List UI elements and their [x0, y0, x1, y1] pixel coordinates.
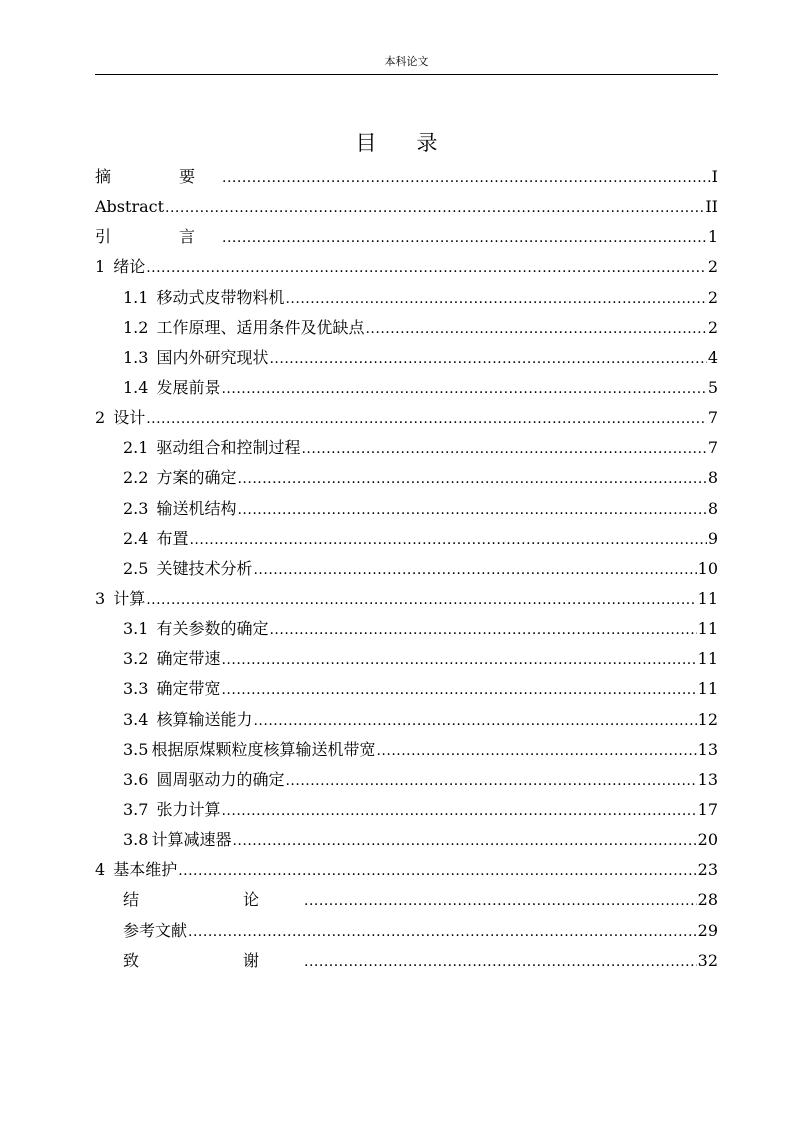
toc-entry-title [123, 795, 220, 825]
toc-title-char-1: 目 [355, 131, 377, 155]
page-header-text: 本科论文 [384, 55, 429, 68]
toc-entry-title [123, 373, 220, 403]
toc-entry-page: 17 [697, 799, 718, 819]
toc-entry-title [95, 222, 221, 252]
toc-leader-dots [269, 615, 696, 645]
toc-entry-number: 1.2 [123, 317, 149, 337]
toc-entry-page: 11 [697, 679, 718, 699]
toc-entry-label: 国内外研究现状 [156, 347, 269, 367]
toc-entry-page: 11 [697, 649, 718, 669]
toc-entry-page: 11 [697, 588, 718, 608]
toc-entry-number: 2.1 [123, 438, 149, 458]
toc-entry-number: 1.1 [123, 287, 149, 307]
toc-entry-number: 3.1 [123, 619, 149, 639]
toc-entry-title [123, 554, 252, 584]
toc-entry-label: 引 言 [95, 227, 222, 247]
toc-leader-dots [232, 826, 696, 856]
toc-entry-number: 3.4 [123, 709, 149, 729]
toc-entry-number: 3.8 [123, 830, 149, 850]
toc-entry[interactable] [95, 252, 718, 282]
toc-entry[interactable] [95, 885, 718, 915]
toc-entry[interactable] [95, 795, 718, 825]
toc-entry-number: 2 [95, 408, 106, 428]
table-of-contents [95, 162, 718, 976]
toc-entry-page: 13 [697, 739, 718, 759]
toc-entry-title [95, 162, 221, 192]
toc-entry-label: 方案的确定 [156, 468, 237, 488]
toc-entry-number: 1 [95, 257, 106, 277]
toc-entry-title [123, 885, 303, 915]
toc-leader-dots [221, 675, 696, 705]
toc-entry-number: 3.6 [123, 769, 149, 789]
toc-leader-dots [221, 796, 696, 826]
toc-entry-label: 确定带宽 [156, 679, 221, 699]
toc-leader-dots [222, 223, 707, 253]
toc-entry[interactable] [95, 433, 718, 463]
toc-entry[interactable] [95, 554, 718, 584]
toc-leader-dots [165, 193, 704, 223]
toc-entry-title [123, 283, 284, 313]
toc-entry-title [95, 584, 145, 614]
toc-leader-dots [376, 736, 696, 766]
toc-entry-page: 9 [707, 528, 718, 548]
toc-entry-label: 设计 [113, 408, 146, 428]
toc-leader-dots [221, 374, 706, 404]
toc-entry-label: 摘 要 [95, 167, 222, 186]
toc-entry[interactable] [95, 524, 718, 554]
toc-entry-label: 计算减速器 [151, 830, 232, 850]
toc-entry[interactable] [95, 222, 718, 252]
toc-entry-title [123, 494, 236, 524]
toc-entry-number: 1.4 [123, 377, 149, 397]
toc-leader-dots [189, 525, 706, 555]
toc-entry[interactable] [95, 343, 718, 373]
toc-entry[interactable] [95, 916, 718, 946]
toc-entry-number: 4 [95, 860, 106, 880]
toc-entry-page: 4 [707, 347, 718, 367]
toc-leader-dots [146, 253, 707, 283]
toc-entry-label: 根据原煤颗粒度核算输送机带宽 [151, 739, 376, 759]
toc-entry[interactable] [95, 403, 718, 433]
toc-leader-dots [237, 495, 706, 525]
toc-entry-page: 12 [697, 709, 718, 729]
toc-entry-title [95, 192, 164, 222]
toc-title [0, 128, 793, 158]
toc-leader-dots [146, 585, 696, 615]
toc-entry[interactable] [95, 192, 718, 222]
toc-entry[interactable] [95, 313, 718, 343]
toc-entry[interactable] [95, 162, 718, 192]
toc-entry-number: 2.3 [123, 498, 149, 518]
toc-entry-page: 8 [707, 468, 718, 488]
toc-entry[interactable] [95, 614, 718, 644]
toc-entry-title [123, 825, 231, 855]
toc-leader-dots [269, 344, 706, 374]
toc-entry[interactable] [95, 373, 718, 403]
toc-entry-page: 7 [707, 408, 718, 428]
toc-entry-page: 5 [707, 377, 718, 397]
toc-entry-number: 3.2 [123, 649, 149, 669]
toc-entry[interactable] [95, 494, 718, 524]
toc-leader-dots [285, 284, 706, 314]
toc-entry[interactable] [95, 463, 718, 493]
toc-entry-label: 移动式皮带物料机 [156, 287, 285, 307]
toc-entry-title [123, 946, 303, 976]
toc-entry-label: 核算输送能力 [156, 709, 253, 729]
toc-entry-page: II [705, 197, 718, 217]
toc-entry-label: 基本维护 [113, 860, 178, 880]
toc-entry-label: 致 谢 [123, 950, 304, 970]
toc-entry-label: 输送机结构 [156, 498, 237, 518]
toc-leader-dots [253, 706, 696, 736]
toc-entry-label: 工作原理、适用条件及优缺点 [156, 317, 365, 337]
toc-entry-page: 2 [707, 257, 718, 277]
toc-entry[interactable] [95, 283, 718, 313]
toc-entry-number: 2.2 [123, 468, 149, 488]
toc-entry-page: 23 [697, 860, 718, 880]
toc-entry-label: 发展前景 [156, 377, 221, 397]
toc-leader-dots [304, 886, 697, 916]
toc-entry-title [123, 644, 220, 674]
toc-entry-page: 11 [697, 619, 718, 639]
toc-entry-label: 布置 [156, 528, 189, 548]
toc-entry-page: 10 [697, 558, 718, 578]
toc-entry-title [95, 403, 145, 433]
toc-entry[interactable] [95, 644, 718, 674]
toc-entry-page: 28 [697, 890, 718, 910]
toc-entry-title [123, 433, 300, 463]
toc-entry[interactable] [95, 674, 718, 704]
toc-leader-dots [301, 434, 706, 464]
toc-entry-label: 有关参数的确定 [156, 619, 269, 639]
toc-entry-page: 1 [707, 227, 718, 247]
toc-entry-page: 32 [697, 950, 718, 970]
toc-entry-page: 29 [697, 920, 718, 940]
toc-entry-number: 3.3 [123, 679, 149, 699]
toc-entry[interactable] [95, 735, 718, 765]
toc-entry-label: 计算 [113, 588, 146, 608]
toc-leader-dots [285, 766, 696, 796]
toc-entry-number: 1.3 [123, 347, 149, 367]
toc-entry[interactable] [95, 855, 718, 885]
toc-entry-number: 3.5 [123, 739, 149, 759]
page-header [95, 54, 718, 75]
toc-leader-dots [253, 555, 696, 585]
toc-entry-title [123, 614, 268, 644]
toc-entry[interactable] [95, 946, 718, 976]
toc-entry-title [123, 463, 236, 493]
toc-entry[interactable] [95, 765, 718, 795]
toc-entry-label: 驱动组合和控制过程 [156, 438, 301, 458]
toc-entry-label: 张力计算 [156, 799, 221, 819]
toc-entry-page: I [711, 167, 718, 186]
toc-entry-label: Abstract [95, 197, 165, 217]
toc-entry[interactable] [95, 584, 718, 614]
toc-leader-dots [304, 947, 697, 977]
toc-entry-title [123, 674, 220, 704]
toc-entry-number: 2.4 [123, 528, 149, 548]
toc-entry-page: 20 [697, 830, 718, 850]
toc-leader-dots [237, 464, 706, 494]
toc-leader-dots [178, 856, 696, 886]
toc-entry-number: 2.5 [123, 558, 149, 578]
toc-entry-title [123, 916, 187, 946]
toc-entry-title [123, 705, 252, 735]
toc-entry-title [123, 524, 188, 554]
toc-entry-title [123, 765, 284, 795]
toc-entry-label: 确定带速 [156, 649, 221, 669]
toc-entry-label: 参考文献 [123, 920, 188, 940]
toc-entry-page: 13 [697, 769, 718, 789]
toc-entry-title [123, 735, 375, 765]
toc-entry-title [95, 252, 145, 282]
toc-title-char-2: 录 [416, 131, 438, 155]
toc-entry-title [123, 343, 268, 373]
toc-entry-number: 3 [95, 588, 106, 608]
toc-entry-page: 7 [707, 438, 718, 458]
toc-entry-page: 2 [707, 317, 718, 337]
toc-entry[interactable] [95, 705, 718, 735]
toc-entry[interactable] [95, 825, 718, 855]
toc-entry-page: 2 [707, 287, 718, 307]
toc-leader-dots [365, 314, 706, 344]
toc-leader-dots [222, 163, 711, 193]
toc-leader-dots [188, 917, 697, 947]
toc-leader-dots [221, 645, 696, 675]
toc-entry-label: 绪论 [113, 257, 146, 277]
toc-entry-title [123, 313, 364, 343]
toc-entry-label: 结 论 [123, 890, 304, 910]
toc-entry-title [95, 855, 177, 885]
toc-entry-page: 8 [707, 498, 718, 518]
toc-entry-label: 关键技术分析 [156, 558, 253, 578]
toc-entry-label: 圆周驱动力的确定 [156, 769, 285, 789]
toc-leader-dots [146, 404, 707, 434]
toc-entry-number: 3.7 [123, 799, 149, 819]
